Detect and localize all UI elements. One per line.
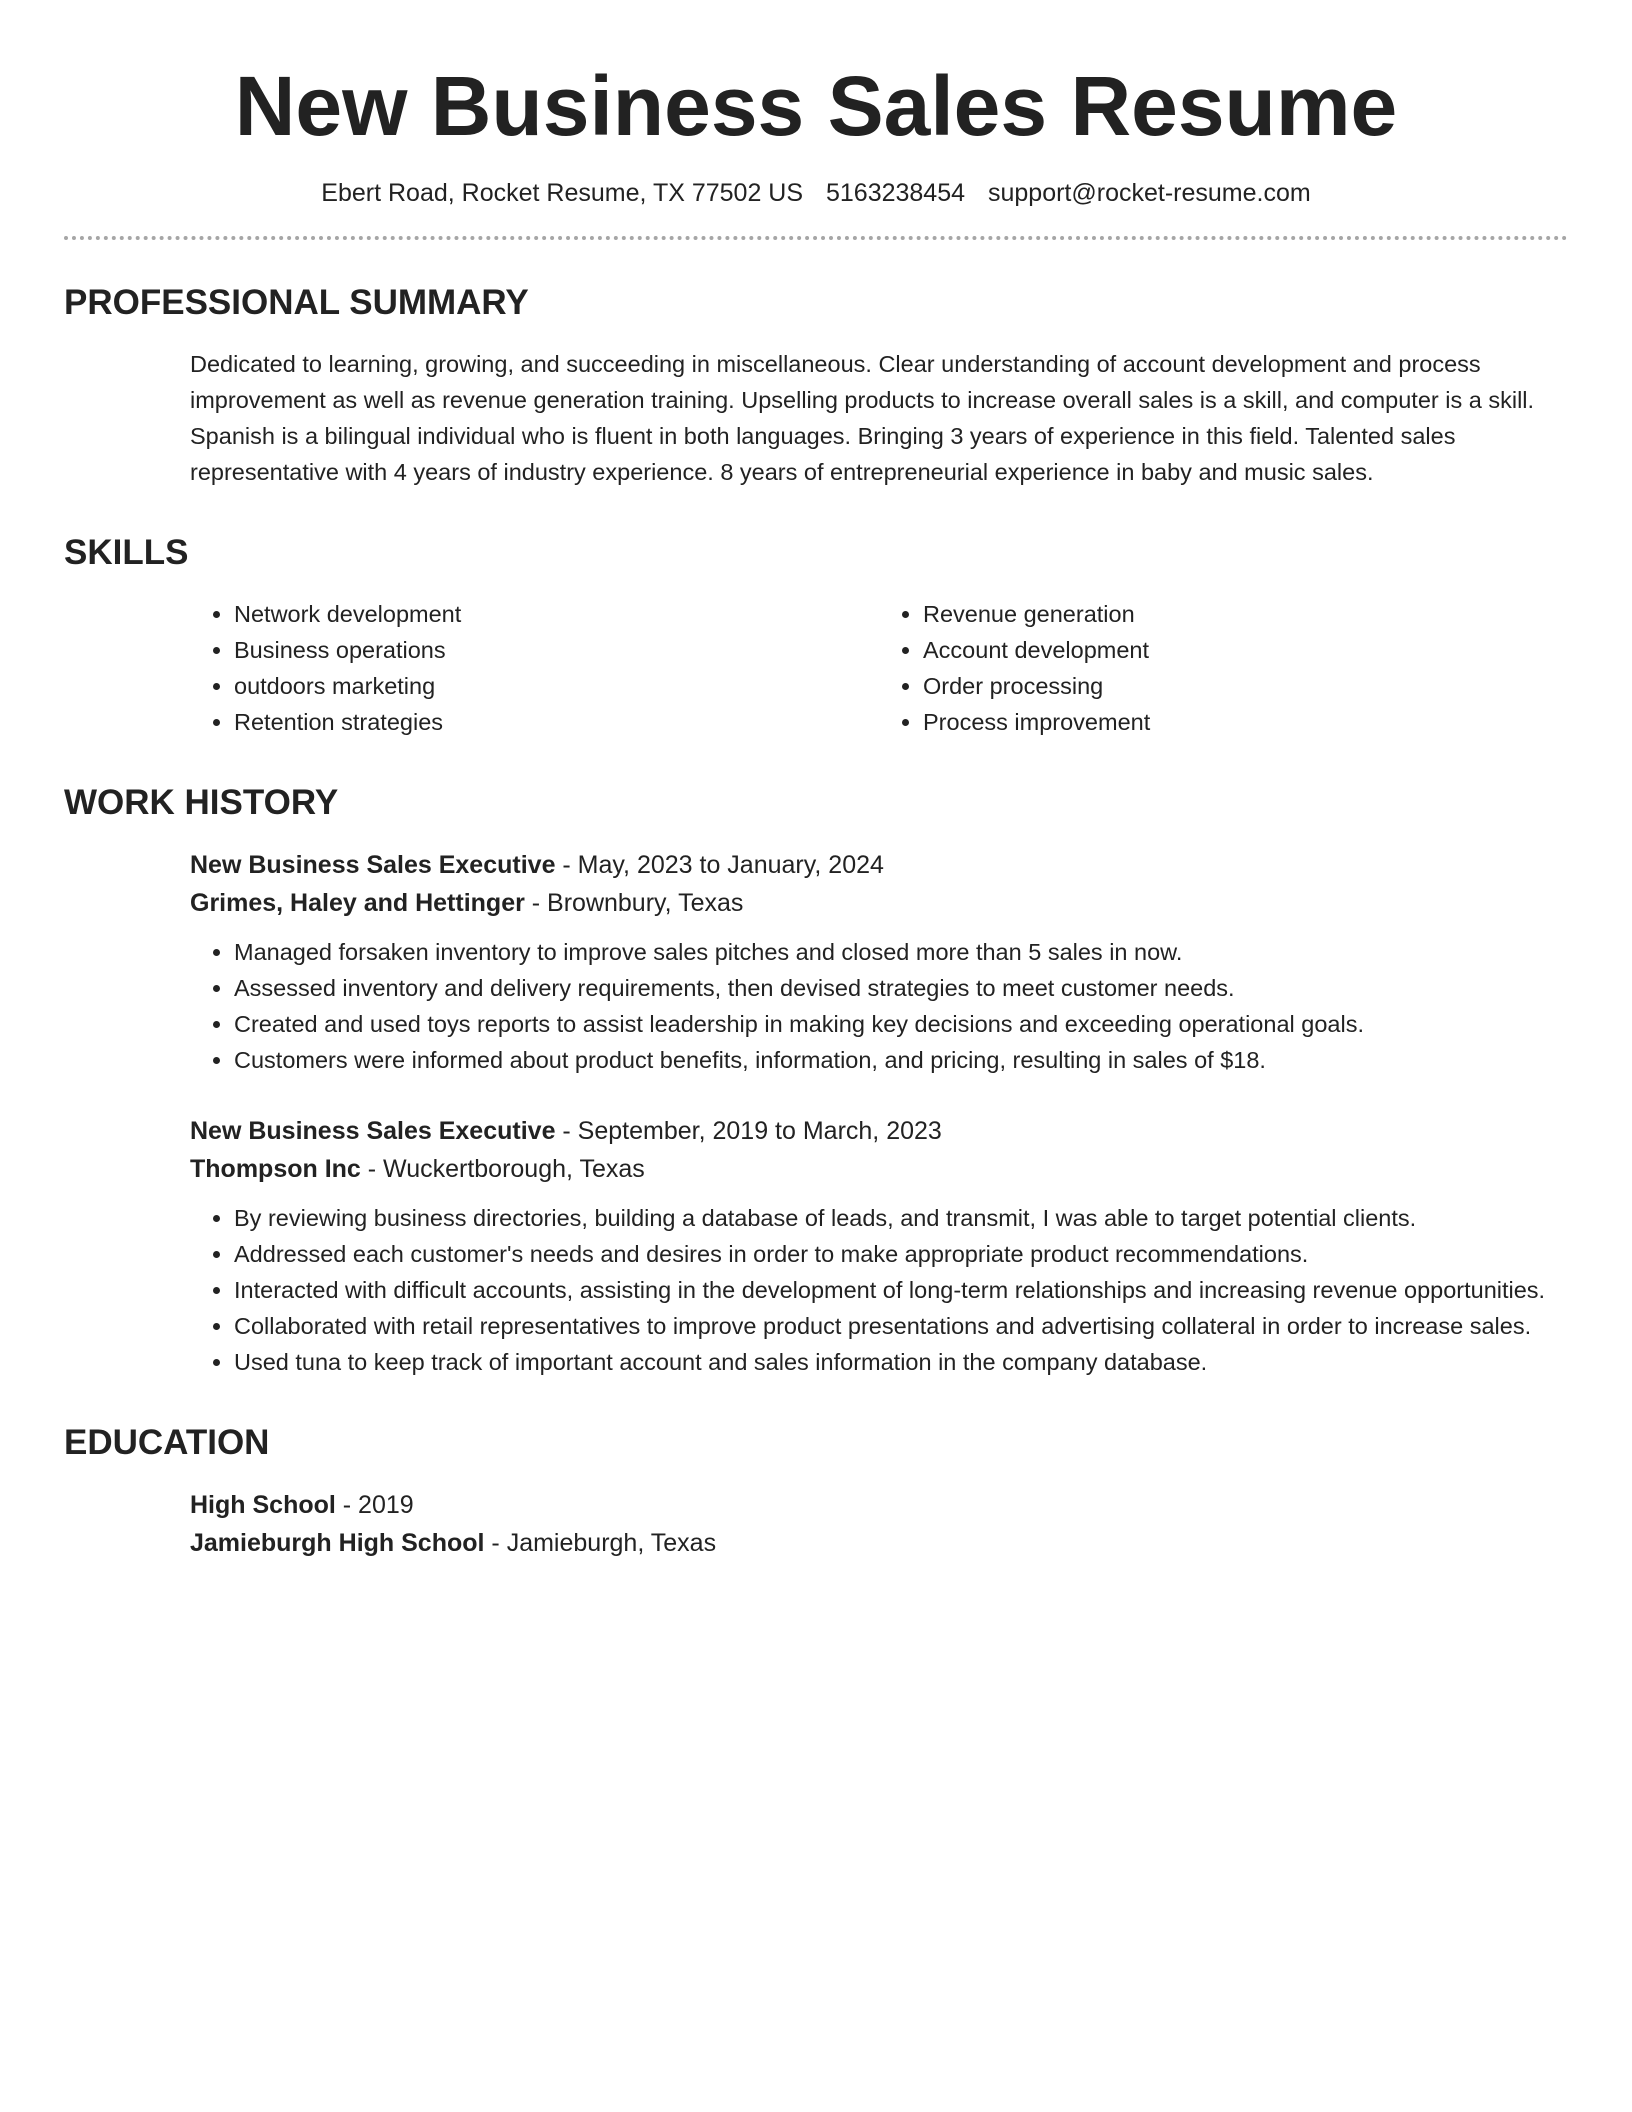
summary-text: Dedicated to learning, growing, and succeeding in miscellaneous. Clear understanding of account development and process improvement as well as revenue generation training. Upselling products to increase overall sales is a skill, and computer is a skill. Spanish is a bilingual individual who is fluent in both languages. Bringing 3 years of experience in this field. Talented sales representative with 4 years of industry experience. 8 years of entrepreneurial experience in baby and music sales.	[190, 351, 1535, 485]
contact-email: support@rocket-resume.com	[987, 179, 1311, 207]
job-title-line	[190, 1112, 1568, 1150]
job-bullet: • Collaborated with retail representatives to improve product presentations and advertising collateral in order to increase sales.	[234, 1308, 1568, 1344]
summary-section	[64, 282, 1568, 490]
job-bullet: • Created and used toys reports to assist leadership in making key decisions and exceeding operational goals.	[234, 1006, 1568, 1042]
skills-heading: SKILLS	[64, 533, 189, 572]
contact-line	[64, 176, 1568, 210]
job-bullets	[190, 1200, 1568, 1380]
job-company: Grimes, Haley and Hettinger	[190, 889, 525, 917]
skill-item: • Retention strategies	[234, 704, 879, 740]
job-bullet: • Interacted with difficult accounts, assisting in the development of long-term relationships and increasing revenue opportunities.	[234, 1272, 1568, 1308]
job-dates: - September, 2019 to March, 2023	[555, 1117, 942, 1145]
education-body	[190, 1486, 1568, 1562]
job-location: - Brownbury, Texas	[524, 889, 744, 917]
contact-phone: 5163238454	[825, 179, 966, 207]
job-bullets	[190, 934, 1568, 1078]
work-history-heading: WORK HISTORY	[64, 783, 339, 822]
education-school-line	[190, 1524, 1568, 1562]
job-company-line	[190, 884, 1568, 922]
summary-heading: PROFESSIONAL SUMMARY	[64, 283, 529, 322]
work-history-body	[190, 846, 1568, 1380]
contact-address: Ebert Road, Rocket Resume, TX 77502 US	[321, 179, 804, 207]
job-bullet: • Used tuna to keep track of important account and sales information in the company database.	[234, 1344, 1568, 1380]
summary-body	[190, 346, 1568, 490]
education-school: Jamieburgh High School	[190, 1529, 485, 1557]
job-bullet: • By reviewing business directories, building a database of leads, and transmit, I was able to target potential clients.	[234, 1200, 1568, 1236]
education-degree-line	[190, 1486, 1568, 1524]
skill-item: • Network development	[234, 596, 879, 632]
skills-column-left	[190, 596, 879, 740]
skill-item: • outdoors marketing	[234, 668, 879, 704]
skill-item: • Revenue generation	[923, 596, 1568, 632]
job-company-line	[190, 1150, 1568, 1188]
work-history-section	[64, 782, 1568, 1380]
job-bullet: • Customers were informed about product benefits, information, and pricing, resulting in sales of $18.	[234, 1042, 1568, 1078]
job-location: - Wuckertborough, Texas	[360, 1155, 645, 1183]
job-title-line	[190, 846, 1568, 884]
skills-column-right	[879, 596, 1568, 740]
resume-title: New Business Sales Resume	[234, 59, 1398, 153]
job-entry	[190, 846, 1568, 1078]
skills-section	[64, 532, 1568, 740]
skill-item: • Order processing	[923, 668, 1568, 704]
skill-item: • Business operations	[234, 632, 879, 668]
skill-item: • Process improvement	[923, 704, 1568, 740]
skills-grid	[190, 596, 1568, 740]
job-dates: - May, 2023 to January, 2024	[555, 851, 884, 879]
job-company: Thompson Inc	[190, 1155, 361, 1183]
job-role: New Business Sales Executive	[190, 851, 556, 879]
education-section	[64, 1422, 1568, 1562]
skill-item: • Account development	[923, 632, 1568, 668]
resume-header	[64, 0, 1568, 210]
education-degree: High School	[190, 1491, 336, 1519]
job-bullet: • Managed forsaken inventory to improve sales pitches and closed more than 5 sales in now.	[234, 934, 1568, 970]
education-year: - 2019	[335, 1491, 414, 1519]
job-entry	[190, 1112, 1568, 1380]
education-location: - Jamieburgh, Texas	[484, 1529, 717, 1557]
job-role: New Business Sales Executive	[190, 1117, 556, 1145]
job-bullet: • Assessed inventory and delivery requirements, then devised strategies to meet customer needs.	[234, 970, 1568, 1006]
job-bullet: • Addressed each customer's needs and desires in order to make appropriate product recommendations.	[234, 1236, 1568, 1272]
education-heading: EDUCATION	[64, 1423, 270, 1462]
header-divider	[64, 236, 1568, 240]
